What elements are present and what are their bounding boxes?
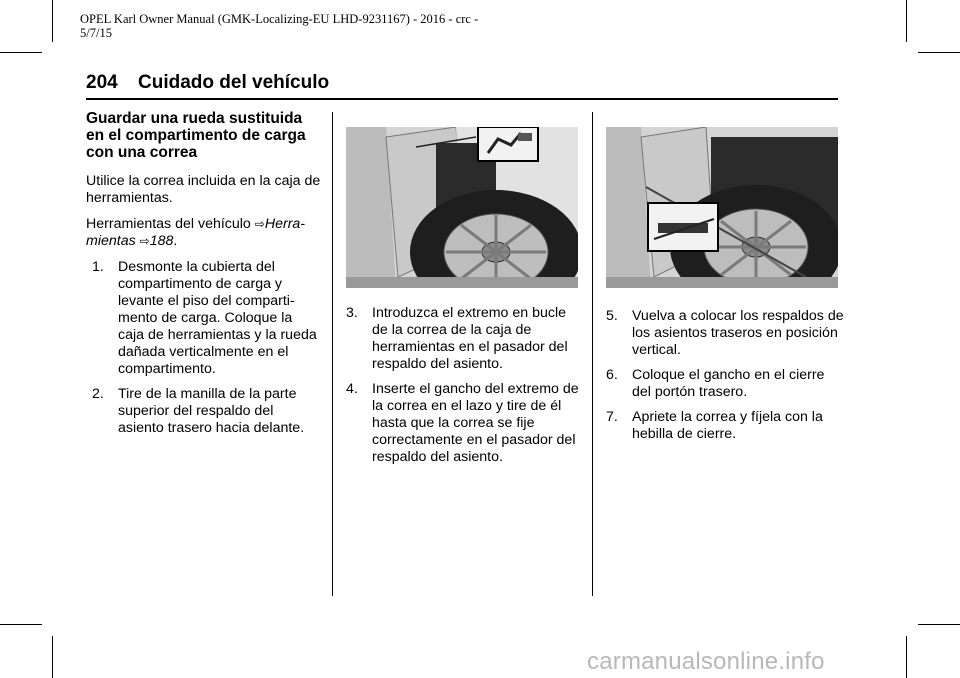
steps-list <box>346 305 584 466</box>
step-text: Introduzca el extremo en bucle de la correa de la caja de herramientas en el pasador del respaldo del asiento. <box>372 305 568 372</box>
crop-mark <box>906 636 907 678</box>
header-rule <box>86 98 838 100</box>
crop-mark <box>918 624 960 625</box>
crop-mark <box>918 52 960 53</box>
list-item <box>346 381 584 466</box>
page-number: 204 <box>86 72 118 93</box>
column-1 <box>86 110 322 445</box>
step-text: Coloque el gancho en el cierre del portón trasero. <box>632 367 825 400</box>
trunk-spare-wheel-drawing <box>606 127 838 288</box>
step-text: Apriete la correa y fíjela con la hebilla de cierre. <box>632 409 823 442</box>
steps-list <box>606 308 844 443</box>
page-header <box>86 72 329 94</box>
crop-mark <box>906 0 907 42</box>
steps-list <box>86 259 322 437</box>
column-divider <box>332 112 333 596</box>
list-item <box>606 409 844 443</box>
watermark: carmanualsonline.info <box>587 648 825 675</box>
section-title: Cuidado del vehículo <box>138 72 330 93</box>
step-text: Desmonte la cubierta del compartimento de carga y levante el piso del comparti-mento de carga. Coloque la caja de herramientas y la rueda dañada verticalmente en el compartimento. <box>118 259 317 377</box>
tools-reference: Herramientas del vehículo ⇨Herra-mientas ⇨188. <box>86 216 306 249</box>
list-item <box>92 386 322 437</box>
step-number: 6. <box>606 367 618 383</box>
document-meta-header <box>80 12 560 40</box>
column-3 <box>606 308 844 451</box>
step-text: Inserte el gancho del extremo de la correa en el lazo y tire de él hasta que la correa se fije correctamente en el pasador del respaldo del asiento. <box>372 381 579 465</box>
step-number: 1. <box>92 259 104 275</box>
trunk-spare-wheel-drawing <box>346 127 578 288</box>
crop-mark <box>0 52 42 53</box>
illustration-strap-buckle <box>606 127 838 288</box>
intro-paragraph: Utilice la correa incluida en la caja de herramientas. <box>86 173 321 206</box>
crop-mark <box>52 0 53 42</box>
tools-text: Herramientas del vehículo <box>86 216 255 232</box>
step-text: Tire de la manilla de la parte superior del respaldo del asiento trasero hacia delante. <box>118 386 305 436</box>
step-number: 4. <box>346 381 358 397</box>
step-number: 7. <box>606 409 618 425</box>
list-item <box>606 308 844 359</box>
list-item <box>92 259 322 378</box>
list-item <box>606 367 844 401</box>
step-text: Vuelva a colocar los respaldos de los asientos traseros en posición vertical. <box>632 308 844 358</box>
crop-mark <box>0 624 42 625</box>
step-number: 2. <box>92 386 104 402</box>
section-heading: Guardar una rueda sustituida en el compartimento de carga con una correa <box>86 110 306 161</box>
list-item <box>346 305 584 373</box>
step-number: 3. <box>346 305 358 321</box>
crop-mark <box>52 636 53 678</box>
arrow-right-icon: ⇨ <box>254 217 265 231</box>
tools-ref-page[interactable]: 188 <box>149 233 174 249</box>
arrow-right-icon: ⇨ <box>139 234 150 248</box>
column-divider <box>592 112 593 596</box>
meta-line-2: 5/7/15 <box>80 26 112 40</box>
column-2 <box>346 305 584 474</box>
illustration-strap-loop <box>346 127 578 288</box>
tools-ref-link[interactable]: Herra-mientas <box>86 216 306 249</box>
step-number: 5. <box>606 308 618 324</box>
meta-line-1: OPEL Karl Owner Manual (GMK-Localizing-EU LHD-9231167) - 2016 - crc - <box>80 12 479 26</box>
